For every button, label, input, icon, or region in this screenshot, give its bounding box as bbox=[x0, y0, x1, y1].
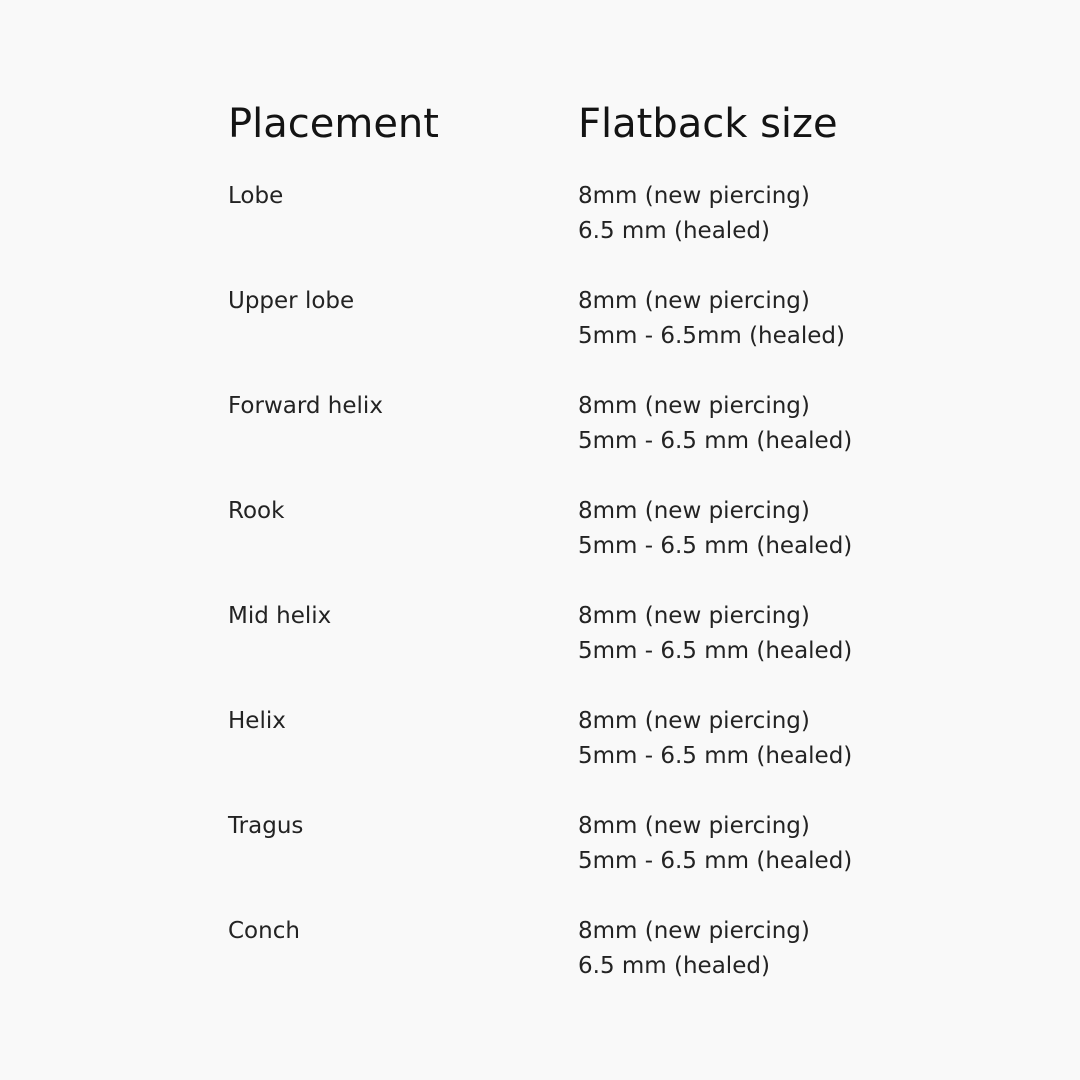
new-piercing-size: 8mm (new piercing) bbox=[578, 498, 810, 524]
table-row bbox=[228, 389, 928, 494]
placement-cell: Helix bbox=[228, 708, 286, 734]
table-row bbox=[228, 494, 928, 599]
new-piercing-size: 8mm (new piercing) bbox=[578, 813, 810, 839]
new-piercing-size: 8mm (new piercing) bbox=[578, 393, 810, 419]
flatback-size-cell bbox=[578, 179, 810, 249]
healed-size: 5mm - 6.5 mm (healed) bbox=[578, 428, 853, 454]
table-header bbox=[228, 96, 928, 154]
flatback-size-table bbox=[228, 96, 928, 1019]
flatback-size-cell bbox=[578, 599, 852, 669]
healed-size: 5mm - 6.5mm (healed) bbox=[578, 323, 845, 349]
flatback-size-cell bbox=[578, 284, 845, 354]
table-row bbox=[228, 704, 928, 809]
table-row bbox=[228, 179, 928, 284]
healed-size: 6.5 mm (healed) bbox=[578, 953, 770, 979]
flatback-size-column-header: Flatback size bbox=[578, 101, 838, 147]
new-piercing-size: 8mm (new piercing) bbox=[578, 603, 810, 629]
placement-cell: Forward helix bbox=[228, 393, 383, 419]
table-row bbox=[228, 809, 928, 914]
flatback-size-cell bbox=[578, 809, 852, 879]
new-piercing-size: 8mm (new piercing) bbox=[578, 288, 810, 314]
flatback-size-cell bbox=[578, 914, 810, 984]
table-row bbox=[228, 914, 928, 1019]
healed-size: 5mm - 6.5 mm (healed) bbox=[578, 533, 853, 559]
table-body bbox=[228, 179, 928, 1019]
table-row bbox=[228, 599, 928, 704]
table-row bbox=[228, 284, 928, 389]
placement-column-header: Placement bbox=[228, 101, 439, 147]
new-piercing-size: 8mm (new piercing) bbox=[578, 918, 810, 944]
placement-cell: Mid helix bbox=[228, 603, 332, 629]
healed-size: 5mm - 6.5 mm (healed) bbox=[578, 743, 853, 769]
healed-size: 5mm - 6.5 mm (healed) bbox=[578, 848, 853, 874]
flatback-size-cell bbox=[578, 704, 852, 774]
new-piercing-size: 8mm (new piercing) bbox=[578, 708, 810, 734]
placement-cell: Rook bbox=[228, 498, 285, 524]
healed-size: 6.5 mm (healed) bbox=[578, 218, 770, 244]
healed-size: 5mm - 6.5 mm (healed) bbox=[578, 638, 853, 664]
placement-cell: Conch bbox=[228, 918, 300, 944]
placement-cell: Lobe bbox=[228, 183, 284, 209]
placement-cell: Upper lobe bbox=[228, 288, 355, 314]
placement-cell: Tragus bbox=[228, 813, 304, 839]
flatback-size-cell bbox=[578, 389, 852, 459]
new-piercing-size: 8mm (new piercing) bbox=[578, 183, 810, 209]
flatback-size-cell bbox=[578, 494, 852, 564]
